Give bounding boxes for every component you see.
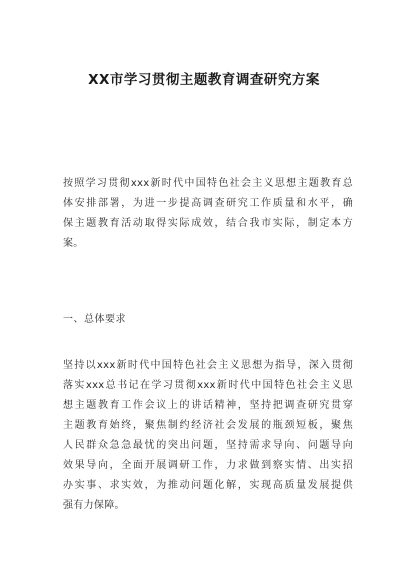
section1-line-1: 坚持以xxx新时代中国特色社会主义思想为指导，深入贯彻 xyxy=(63,360,353,371)
intro-paragraph xyxy=(63,174,353,254)
intro-line-1: 按照学习贯彻xxx新时代中国特色社会主义思想主题教育总 xyxy=(63,178,353,189)
document-title: XX市学习贯彻主题教育调查研究方案 xyxy=(88,72,320,88)
intro-line-3: 保主题教育活动取得实际成效，结合我市实际，制定本方 xyxy=(63,218,353,229)
section1-line-3: 想主题教育工作会议上的讲话精神，坚持把调查研究贯穿 xyxy=(63,400,353,411)
section1-line-6: 效果导向，全面开展调研工作，力求做到察实情、出实招 xyxy=(63,460,353,471)
section1-line-4: 主题教育始终，聚焦制约经济社会发展的瓶颈短板，聚焦 xyxy=(63,420,353,431)
section1-line-5: 人民群众急急最忧的突出问题，坚持需求导向、问题导向 xyxy=(63,440,353,451)
intro-line-2: 体安排部署，为进一步提高调查研究工作质量和水平，确 xyxy=(63,198,353,209)
section1-line-2: 落实xxx总书记在学习贯彻xxx新时代中国特色社会主义思 xyxy=(63,380,353,391)
section1-paragraph xyxy=(63,356,353,516)
section1-line-7: 办实事、求实效，为推动问题化解，实现高质量发展提供 xyxy=(63,480,353,491)
intro-line-4: 案。 xyxy=(63,238,84,249)
section1-line-8: 强有力保障。 xyxy=(63,500,125,511)
section-heading-general-requirements: 一、总体要求 xyxy=(63,314,126,325)
